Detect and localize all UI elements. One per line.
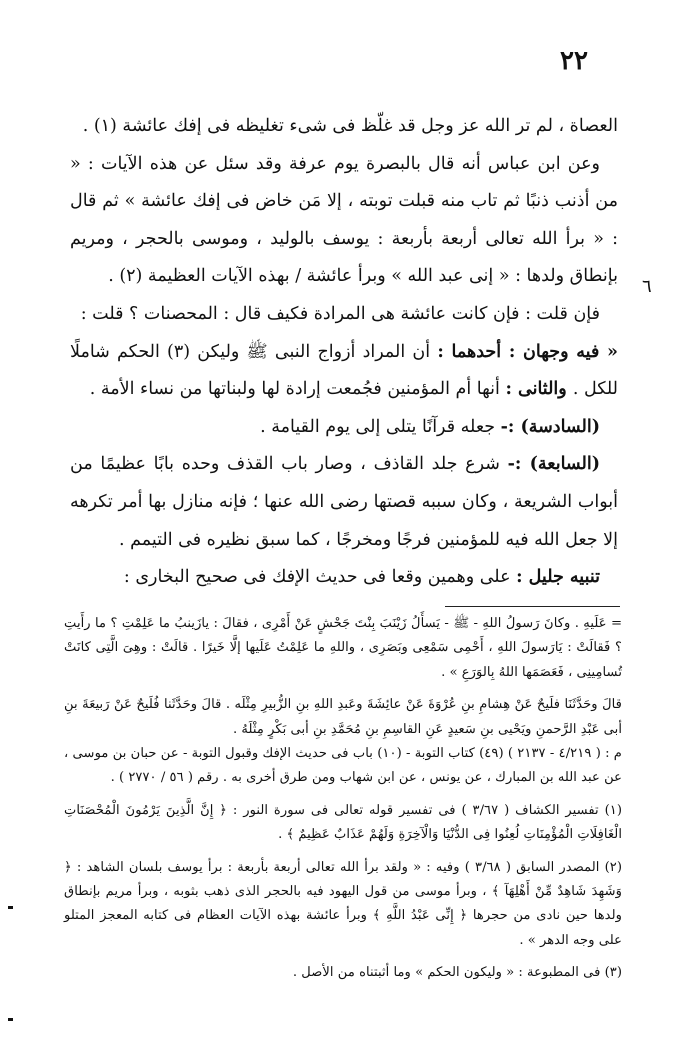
paragraph-seventh [70,446,618,559]
sixth-heading: (السادسة) :- [500,416,600,437]
paragraph-notice [70,559,618,597]
footnote-divider [445,606,620,607]
notice-heading: تنبيه جليل : [516,567,600,588]
paragraph-4 [70,334,618,409]
footnote-hadith-chain: قالَ وحَدَّثَنَا فلَيحٌ عَنْ هِشامِ بنِ عُرْوَةَ عَنْ عائِشَةَ وعَبدِ اللهِ بنِ الزُّبيرِ مِثْلَه . قالَ وحَدَّثَنا فُلَيحٌ عَنْ رَبيعَةَ بنِ أبى عَبْدِ الرَّحمنِ ويَحْيى بنِ سَعيدٍ عَنِ القاسِمِ بنِ مُحَمَّدِ بنِ أبى بَكْرٍ مِثْلَهُ . [64,697,622,737]
scan-mark [8,1018,13,1021]
seventh-heading: (السابعة) :- [507,454,600,475]
footnote-1: (١) تفسير الكشاف ( ٣/٦٧ ) فى تفسير قوله تعالى فى سورة النور : ﴿ إِنَّ الَّذِينَ يَرْمُونَ الْمُحْصَنَاتِ الْغَافِلَاتِ الْمُؤْمِنَاتِ لُعِنُوا فِى الدُّنْيَا وَالْآخِرَةِ وَلَهُمْ عَذَابٌ عَظِيمٌ ﴾ . [64,802,622,843]
footnote-continuation: = عَلَيهِ . وكانَ رَسولُ اللهِ - ﷺ - يَسأَلُ زَيْنَبَ بِنْتَ جَحْشٍ عَنْ أَمْرِى ، فقالَ : يازَينبُ ما عَلِمْتِ ؟ ما رأَيتِ ؟ فَقالَتْ : يَارَسولَ اللهِ ، أَحْمِى سَمْعِى وبَصَرِى ، واللهِ ما عَلِمْتُ عَلَيها إلَّا خَيرًا . قالَتْ : وهِىَ الَّتِى كانَتْ تُسامِينِى ، فَعَصَمَها اللهُ بِالوَرَعِ » . [64,616,622,680]
second-aspect-text: أنها أم المؤمنين فجُمعت إرادة لها ولبناتها من نساء الأمة . [89,379,506,400]
first-aspect-heading: « فيه وجهان : أحدهما : [437,341,618,362]
notice-text: على وهمين وقعا فى حديث الإفك فى صحيح البخارى : [123,567,517,588]
page-number: ٢٢ [560,46,588,76]
first-aspect-text: أن المراد أزواج النبى ﷺ وليكن (٣) الحكم شاملًا للكل . [70,341,618,400]
second-aspect-heading: والثانى : [505,379,573,400]
footnotes [64,612,622,986]
paragraph-sixth [70,409,618,447]
footnote-muslim-reference: م : ( ٤/٢١٩ - ٢١٣٧ ) (٤٩) كتاب التوبة - (١٠) باب فى حديث الإفك وقبول التوبة - عن حبان بن موسى ، عن عبد الله بن المبارك ، عن يونس ، عن ابن شهاب ومن طرق أخرى به . رقم ( ٥٦ / ٢٧٧٠ ) . [64,746,622,786]
paragraph-3: فإن قلت : فإن كانت عائشة هى المرادة فكيف قال : المحصنات ؟ قلت : [80,303,600,324]
margin-page-mark: ٦ [642,276,652,297]
seventh-text: شرع جلد القاذف ، وصار باب القذف وحده بابًا عظيمًا من أبواب الشريعة ، وكان سببه قصتها رضى الله عنها ؛ فإنه منازل بها أمر تكرهه إلا جعل الله فيه للمؤمنين فرجًا ومخرجًا ، كما سبق نظيره فى التيمم . [70,454,618,550]
footnote-2: (٢) المصدر السابق ( ٣/٦٨ ) وفيه : « ولقد برأ الله تعالى أربعة بأربعة : برأ يوسف بلسان الشاهد : ﴿ وَشَهِدَ شَاهِدٌ مِّنْ أَهْلِهَآ ﴾ ، وبرأ موسى من قول اليهود فيه بالحجر الذى ذهب بثوبه ، وبرأ مريم بإنطاق ولدها حين نادى من حجرها ﴿ إِنِّى عَبْدُ اللَّهِ ﴾ وبرأ عائشة بهذه الآيات العظام فى كتابه المعجز المتلو على وجه الدهر » . [64,859,622,948]
main-text [70,108,618,597]
paragraph-2: وعن ابن عباس أنه قال بالبصرة يوم عرفة وقد سئل عن هذه الآيات : « من أذنب ذنبًا ثم تاب منه قبلت توبته ، إلا مَن خاض فى إفك عائشة » ثم قال : « برأ الله تعالى أربعة بأربعة : يوسف بالوليد ، وموسى بالحجر ، ومريم بإنطاق ولدها : « إنى عبد الله » وبرأ عائشة / بهذه الآيات العظيمة (٢) . [70,153,618,287]
footnote-3: (٣) فى المطبوعة : « وليكون الحكم » وما أثبتناه من الأصل . [292,965,622,981]
paragraph-1: العصاة ، لم تر الله عز وجل قد غلّظ فى شىء تغليظه فى إفك عائشة (١) . [82,116,618,136]
sixth-text: جعله قرآنًا يتلى إلى يوم القيامة . [260,416,501,437]
scan-mark [8,906,13,909]
